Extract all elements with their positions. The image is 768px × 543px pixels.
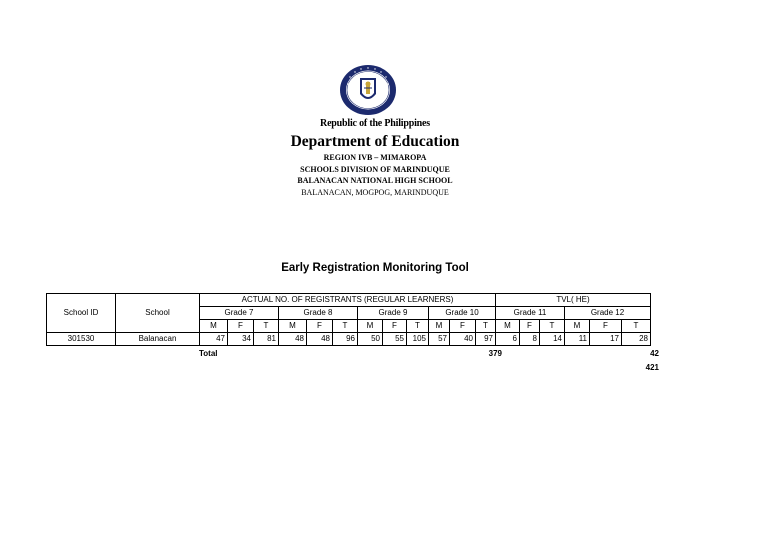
total-label: Total — [199, 349, 218, 358]
sub-m: M — [496, 320, 520, 333]
cell-g7-t: 81 — [254, 333, 279, 346]
republic-line: Republic of the Philippines — [320, 118, 430, 129]
sub-f: F — [590, 320, 622, 333]
sub-m: M — [565, 320, 590, 333]
grade-9-header: Grade 9 — [358, 307, 429, 320]
group-tvl: TVL( HE) — [496, 294, 651, 307]
total-regular-learners: 379 — [488, 349, 502, 358]
total-tvl: 42 — [650, 349, 659, 358]
sub-m: M — [429, 320, 450, 333]
cell-g8-f: 48 — [307, 333, 333, 346]
cell-g7-m: 47 — [200, 333, 228, 346]
grade-10-header: Grade 10 — [429, 307, 496, 320]
registration-table — [46, 293, 651, 346]
grade-8-header: Grade 8 — [279, 307, 358, 320]
sub-t: T — [622, 320, 651, 333]
address-line: BALANACAN, MOGPOG, MARINDUQUE — [301, 187, 449, 197]
sub-t: T — [407, 320, 429, 333]
cell-g8-m: 48 — [279, 333, 307, 346]
cell-g10-t: 97 — [476, 333, 496, 346]
cell-g9-m: 50 — [358, 333, 383, 346]
division-line: SCHOOLS DIVISION OF MARINDUQUE — [300, 164, 450, 174]
cell-g11-m: 6 — [496, 333, 520, 346]
sub-f: F — [383, 320, 407, 333]
letterhead — [0, 118, 750, 197]
school-line: BALANACAN NATIONAL HIGH SCHOOL — [297, 175, 453, 185]
deped-seal-icon — [338, 64, 398, 116]
cell-g10-m: 57 — [429, 333, 450, 346]
sub-f: F — [450, 320, 476, 333]
grade-11-header: Grade 11 — [496, 307, 565, 320]
col-school-id: School ID — [47, 294, 116, 333]
group-regular-learners: ACTUAL NO. OF REGISTRANTS (REGULAR LEARNERS) — [200, 294, 496, 307]
sub-t: T — [476, 320, 496, 333]
sub-f: F — [228, 320, 254, 333]
sub-m: M — [358, 320, 383, 333]
sub-t: T — [254, 320, 279, 333]
sub-m: M — [279, 320, 307, 333]
grade-7-header: Grade 7 — [200, 307, 279, 320]
sub-t: T — [333, 320, 358, 333]
department-name: Department of Education — [290, 132, 460, 150]
grade-12-header: Grade 12 — [565, 307, 651, 320]
cell-g9-f: 55 — [383, 333, 407, 346]
sub-f: F — [307, 320, 333, 333]
cell-g9-t: 105 — [407, 333, 429, 346]
cell-g12-m: 11 — [565, 333, 590, 346]
cell-g10-f: 40 — [450, 333, 476, 346]
cell-g8-t: 96 — [333, 333, 358, 346]
region-line: REGION IVB – MIMAROPA — [323, 153, 427, 163]
cell-g11-f: 8 — [520, 333, 540, 346]
document-title: Early Registration Monitoring Tool — [281, 262, 469, 274]
cell-g7-f: 34 — [228, 333, 254, 346]
cell-g12-t: 28 — [622, 333, 651, 346]
grand-total: 421 — [645, 363, 659, 372]
col-school: School — [116, 294, 200, 333]
cell-school-id: 301530 — [47, 333, 116, 346]
cell-g12-f: 17 — [590, 333, 622, 346]
cell-school: Balanacan — [116, 333, 200, 346]
sub-t: T — [540, 320, 565, 333]
table-header-row — [47, 294, 651, 307]
cell-g11-t: 14 — [540, 333, 565, 346]
table-row — [47, 333, 651, 346]
sub-f: F — [520, 320, 540, 333]
sub-m: M — [200, 320, 228, 333]
